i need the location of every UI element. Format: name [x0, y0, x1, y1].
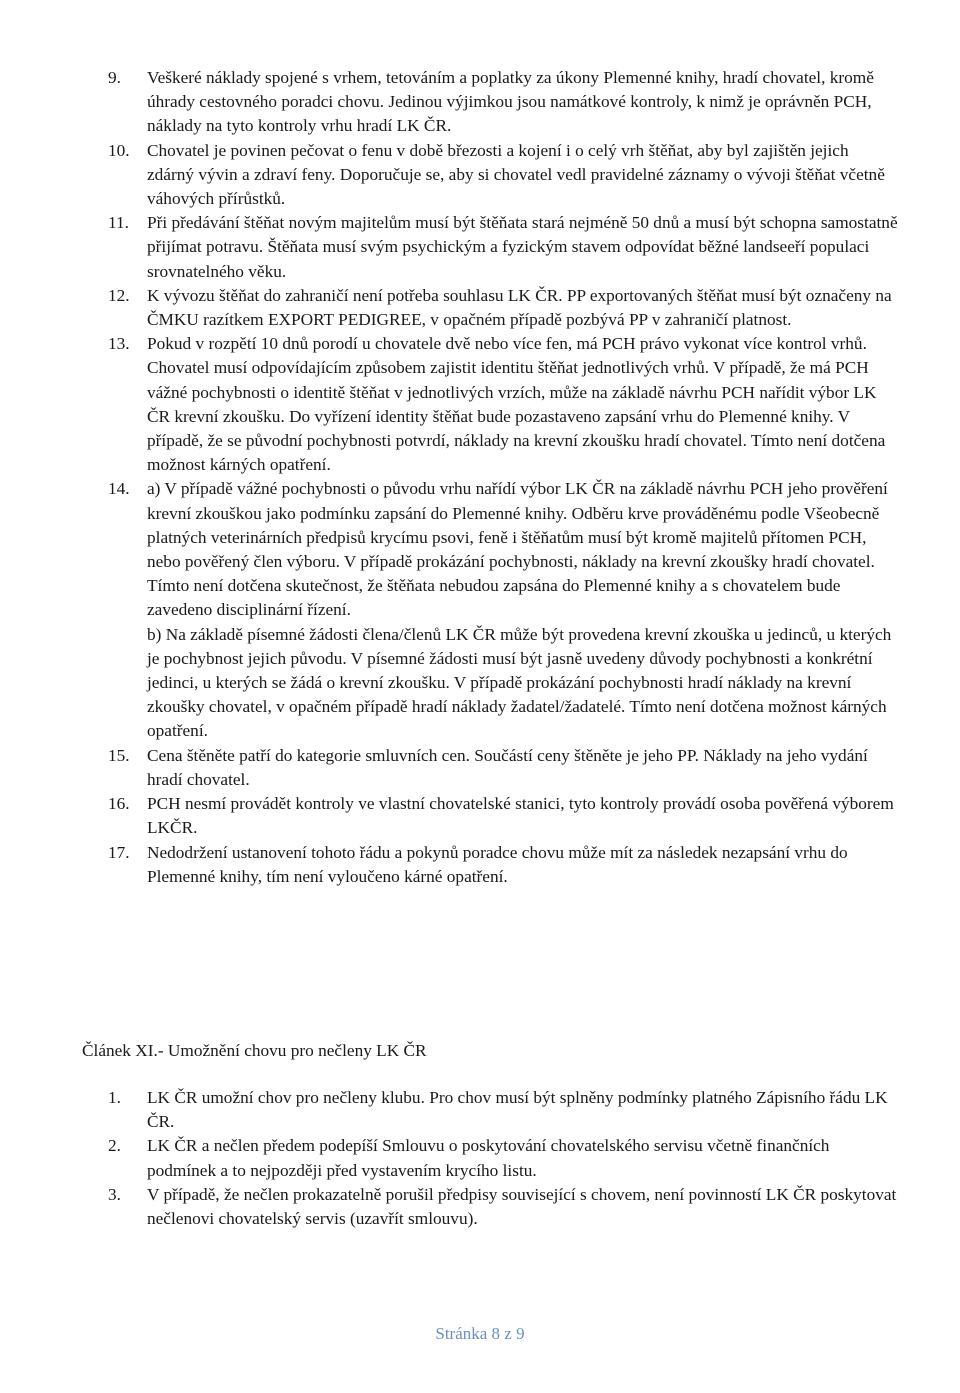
list-item-number: 3. — [108, 1184, 121, 1204]
list-item-text — [147, 477, 898, 743]
paragraph: LK ČR a nečlen předem podepíší Smlouvu o poskytování chovatelského servisu včetně finančních podmínek a to nejpozději před vystavením krycího listu. — [147, 1136, 830, 1180]
paragraph: Nedodržení ustanovení tohoto řádu a pokynů poradce chovu může mít za následek nezapsání vrhu do Plemenné knihy, tím není vyloučeno kárné opatření. — [147, 842, 848, 886]
paragraph: Veškeré náklady spojené s vrhem, tetováním a poplatky za úkony Plemenné knihy, hradí chovatel, kromě úhrady cestovného poradci chovu. Jedinou výjimkou jsou namátkové kontroly, k nimž je oprávněn PCH, náklady na tyto kontroly vrhu hradí LK ČR. — [147, 68, 874, 136]
list-item — [108, 139, 898, 212]
list-item-text — [147, 744, 898, 792]
paragraph: K vývozu štěňat do zahraničí není potřeba souhlasu LK ČR. PP exportovaných štěňat musí být označeny na ČMKU razítkem EXPORT PEDIGREE, v opačném případě pozbývá PP v zahraničí platnost. — [147, 285, 892, 330]
list-item — [108, 66, 898, 139]
list-item — [108, 332, 898, 477]
article-heading: Článek XI.- Umožnění chovu pro nečleny LK ČR — [82, 1041, 427, 1060]
list-item-number: 9. — [108, 68, 121, 87]
paragraph: Chovatel je povinen pečovat o fenu v době březosti a kojení i o celý vrh štěňat, aby byl zajištěn jejich zdárný vývin a zdraví feny. Doporučuje se, aby si chovatel vedl pravidelné záznamy o vývoji štěňat včetně váhových přírůstků. — [147, 140, 885, 209]
list-item-number: 12. — [108, 285, 130, 305]
list-item — [108, 841, 898, 889]
list-item-number: 13. — [108, 334, 130, 354]
list-item-number: 2. — [108, 1136, 121, 1156]
paragraph: LK ČR umožní chov pro nečleny klubu. Pro chov musí být splněny podmínky platného Zápisního řádu LK ČR. — [147, 1088, 888, 1132]
list-item — [108, 1134, 898, 1182]
list-item-number: 10. — [108, 140, 130, 160]
list-item-number: 16. — [108, 794, 130, 814]
list-item — [108, 1086, 898, 1134]
list-item-number: 11. — [108, 213, 129, 233]
paragraph: Cena štěněte patří do kategorie smluvních cen. Součástí ceny štěněte je jeho PP. Náklady na jeho vydání hradí chovatel. — [147, 745, 868, 789]
list-item-number: 17. — [108, 842, 130, 862]
list-item-text — [147, 1183, 898, 1231]
paragraph: Při předávání štěňat novým majitelům musí být štěňata stará nejméně 50 dnů a musí být schopna samostatně přijímat potravu. Štěňata musí svým psychickým a fyzickým stavem odpovídat běžné landseeří populaci srovnatelného věku. — [147, 213, 898, 281]
paragraph: a) V případě vážné pochybnosti o původu vrhu nařídí výbor LK ČR na základě návrhu PCH jeho prověření krevní zkouškou jako podmínku zapsání do Plemenné knihy. Odběru krve prováděnému podle Všeobecně platných veterinárních předpisů krycímu psovi, feně i štěňatům musí být kromě majitelů přítomen PCH, nebo pověřený člen výboru. V případě prokázání pochybnosti, náklady na krevní zkoušky hradí chovatel. Tímto není dotčena skutečnost, že štěňata nebudou zapsána do Plemenné knihy a s chovatelem bude zavedeno disciplinární řízení. — [147, 479, 888, 620]
paragraph: PCH nesmí provádět kontroly ve vlastní chovatelské stanici, tyto kontroly provádí osoba pověřená výborem LKČR. — [147, 794, 894, 838]
rules-list — [108, 66, 898, 889]
list-item-text — [147, 332, 898, 477]
list-item-number: 15. — [108, 745, 130, 765]
list-item — [108, 284, 898, 332]
list-item-number: 14. — [108, 479, 130, 499]
paragraph: Pokud v rozpětí 10 dnů porodí u chovatele dvě nebo více fen, má PCH právo vykonat více kontrol vrhů. Chovatel musí odpovídajícím způsobem zajistit identitu štěňat jednotlivých vrhů. V případě, že má PCH vážné pochybnosti o identitě štěňat v jednotlivých vrzích, může na základě návrhu PCH nařídit výbor LK ČR krevní zkoušku. Do vyřízení identity štěňat bude pozastaveno zapsání vrhu do Plemenné knihy. V případě, že se původní pochybnosti potvrdí, náklady na krevní zkoušku hradí chovatel. Tímto není dotčena možnost kárných opatření. — [147, 334, 886, 475]
list-item — [108, 792, 898, 840]
list-item-text — [147, 1134, 898, 1182]
page-number: Stránka 8 z 9 — [435, 1324, 525, 1343]
paragraph: b) Na základě písemné žádosti člena/členů LK ČR může být provedena krevní zkouška u jedinců, u kterých je pochybnost jejich původu. V písemné žádosti musí být jasně uvedeny důvody pochybnosti a konkrétní jedinci, u kterých se žádá o krevní zkoušku. V případě prokázání pochybnosti hradí náklady na krevní zkoušky chovatel, v opačném případě hradí náklady žadatel/žadatelé. Tímto není dotčena možnost kárných opatření. — [147, 624, 892, 741]
paragraph: V případě, že nečlen prokazatelně porušil předpisy související s chovem, není povinností LK ČR poskytovat nečlenovi chovatelský servis (uzavřít smlouvu). — [147, 1184, 897, 1229]
list-item-text — [147, 841, 898, 889]
list-item-text — [147, 792, 898, 840]
list-item — [108, 1183, 898, 1231]
list-item-text — [147, 139, 898, 212]
list-item-text — [147, 211, 898, 284]
list-item — [108, 211, 898, 284]
list-item — [108, 477, 898, 743]
list-item-text — [147, 66, 898, 139]
article-list — [108, 1086, 898, 1231]
list-item-text — [147, 284, 898, 332]
list-item-number: 1. — [108, 1088, 121, 1107]
list-item-text — [147, 1086, 898, 1134]
list-item — [108, 744, 898, 792]
